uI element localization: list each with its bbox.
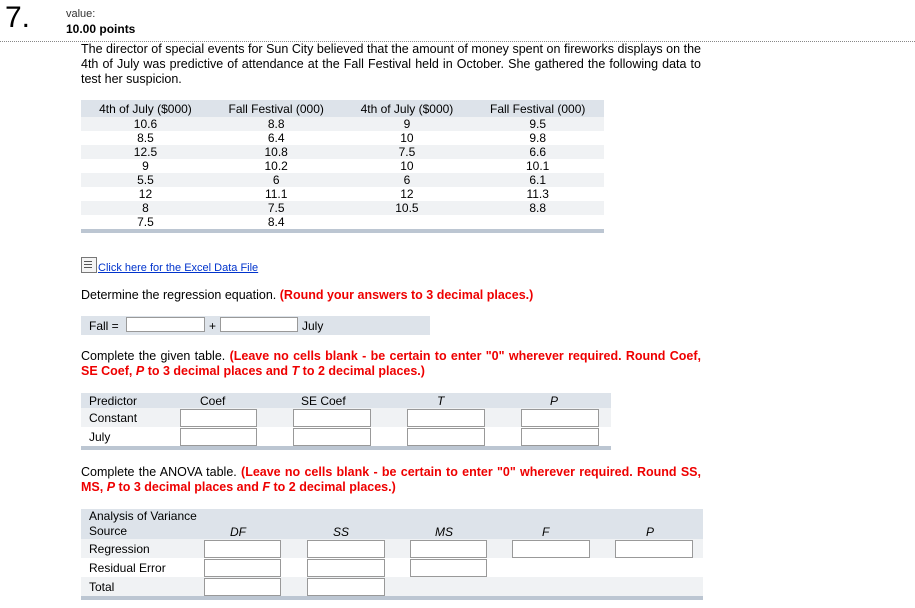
constant-coef-input[interactable] [180, 409, 257, 427]
anova-header-p: P [646, 525, 655, 539]
data-cell: 12.5 [81, 145, 210, 159]
intro-text: The director of special events for Sun City believed that the amount of money spent on fireworks displays on the 4th of July was predictive of attendance at the Fall Festival held in October. She gathered the following data to test her suspicion. [81, 42, 701, 86]
regression-instruction: (Round your answers to 3 decimal places.) [279, 288, 534, 302]
data-row [81, 215, 604, 229]
anova-title: Analysis of Variance [89, 509, 197, 523]
data-cell: 6.1 [471, 173, 604, 187]
data-cell: 6.6 [471, 145, 604, 159]
coef-prompt-text: Complete the given table. [81, 349, 226, 363]
regression-f-input[interactable] [512, 540, 590, 558]
data-row [81, 131, 604, 145]
data-cell: 8.8 [471, 201, 604, 215]
data-cell: 9 [342, 117, 471, 131]
intercept-input[interactable] [126, 317, 205, 332]
regression-ss-input[interactable] [307, 540, 385, 558]
anova-header-df: DF [230, 525, 246, 539]
anova-table [81, 509, 703, 604]
coef-instruction-c: to 2 decimal places.) [302, 364, 425, 378]
excel-link-wrap [81, 257, 258, 274]
data-row [81, 187, 604, 201]
value-label: value: [66, 8, 96, 20]
data-cell: 8.8 [210, 117, 343, 131]
anova-row-total: Total [89, 580, 115, 594]
regression-df-input[interactable] [204, 540, 281, 558]
anova-instruction-a: (Leave no cells blank - be certain to enter "0" wherever required. Round SS, MS, [81, 465, 701, 494]
coef-header-row [81, 393, 611, 408]
anova-instruction-b: to 3 decimal places and [118, 480, 259, 494]
col-header-fall-2: Fall Festival (000) [471, 100, 604, 117]
data-cell: 8 [81, 201, 210, 215]
anova-header-ss: SS [333, 525, 350, 539]
residual-ms-input[interactable] [410, 559, 487, 577]
data-cell: 10.5 [342, 201, 471, 215]
data-row [81, 173, 604, 187]
july-se-coef-input[interactable] [293, 428, 371, 446]
anova-header-f: F [542, 525, 550, 539]
data-row [81, 117, 604, 131]
equation-plus: + [209, 319, 217, 333]
coef-header-se-coef: SE Coef [301, 394, 346, 408]
anova-row-residual: Residual Error [89, 561, 166, 575]
data-cell: 9 [81, 159, 210, 173]
coef-instruction-p: P [135, 364, 145, 378]
data-cell: 7.5 [81, 215, 210, 229]
data-cell: 8.5 [81, 131, 210, 145]
anova-header-source: Source [89, 524, 128, 538]
constant-p-input[interactable] [521, 409, 599, 427]
coef-header-p: P [550, 394, 559, 408]
data-table [81, 100, 604, 233]
col-header-july-2: 4th of July ($000) [342, 100, 471, 117]
data-row [81, 145, 604, 159]
anova-header-ms: MS [435, 525, 453, 539]
data-cell: 7.5 [210, 201, 343, 215]
anova-instruction-p: P [106, 480, 116, 494]
coef-instruction-b: to 3 decimal places and [147, 364, 289, 378]
coef-header-predictor: Predictor [89, 394, 138, 408]
anova-instruction-c: to 2 decimal places.) [273, 480, 396, 494]
july-t-input[interactable] [407, 428, 485, 446]
data-cell: 10.6 [81, 117, 210, 131]
data-cell: 5.5 [81, 173, 210, 187]
col-header-july-1: 4th of July ($000) [81, 100, 210, 117]
data-cell: 10 [342, 131, 471, 145]
coef-instruction-t: T [291, 364, 300, 378]
data-cell: 9.5 [471, 117, 604, 131]
data-cell: 6 [342, 173, 471, 187]
data-cell: 11.3 [471, 187, 604, 201]
residual-ss-input[interactable] [307, 559, 385, 577]
anova-row-regression: Regression [89, 542, 150, 556]
data-cell: 10 [342, 159, 471, 173]
data-cell: 7.5 [342, 145, 471, 159]
coef-instruction-a: (Leave no cells blank - be certain to enter "0" wherever required. Round Coef, SE Coef, [81, 349, 701, 378]
coef-header-t: T [437, 394, 445, 408]
coef-prompt [81, 349, 701, 379]
regression-p-input[interactable] [615, 540, 693, 558]
constant-se-coef-input[interactable] [293, 409, 371, 427]
july-coef-input[interactable] [180, 428, 257, 446]
data-cell: 11.1 [210, 187, 343, 201]
data-cell: 6.4 [210, 131, 343, 145]
regression-prompt-text: Determine the regression equation. [81, 288, 277, 302]
anova-prompt-text: Complete the ANOVA table. [81, 465, 237, 479]
data-row [81, 159, 604, 173]
july-p-input[interactable] [521, 428, 599, 446]
col-header-fall-1: Fall Festival (000) [210, 100, 343, 117]
regression-equation-bar [81, 316, 430, 335]
equation-lhs: Fall = [89, 319, 119, 333]
data-cell [342, 215, 471, 229]
excel-data-link[interactable]: Click here for the Excel Data File [98, 262, 259, 274]
data-cell [471, 215, 604, 229]
data-cell: 10.1 [471, 159, 604, 173]
data-cell: 10.2 [210, 159, 343, 173]
total-ss-input[interactable] [307, 578, 385, 596]
slope-input[interactable] [220, 317, 298, 332]
total-df-input[interactable] [204, 578, 281, 596]
anova-instruction-f: F [262, 480, 271, 494]
coef-table [81, 393, 611, 449]
constant-t-input[interactable] [407, 409, 485, 427]
data-cell: 6 [210, 173, 343, 187]
coef-row-july: July [89, 430, 111, 444]
question-number: 7. [5, 1, 31, 34]
data-cell: 8.4 [210, 215, 343, 229]
data-cell: 12 [81, 187, 210, 201]
coef-row-constant: Constant [89, 411, 138, 425]
residual-df-input[interactable] [204, 559, 281, 577]
coef-header-coef: Coef [200, 394, 226, 408]
data-cell: 10.8 [210, 145, 343, 159]
anova-prompt [81, 465, 701, 495]
data-row [81, 201, 604, 215]
regression-ms-input[interactable] [410, 540, 487, 558]
data-cell: 12 [342, 187, 471, 201]
data-cell: 9.8 [471, 131, 604, 145]
excel-file-icon[interactable] [81, 257, 97, 273]
equation-rhs: July [302, 319, 324, 333]
points-value: 10.00 points [66, 22, 136, 36]
regression-prompt [81, 288, 533, 303]
